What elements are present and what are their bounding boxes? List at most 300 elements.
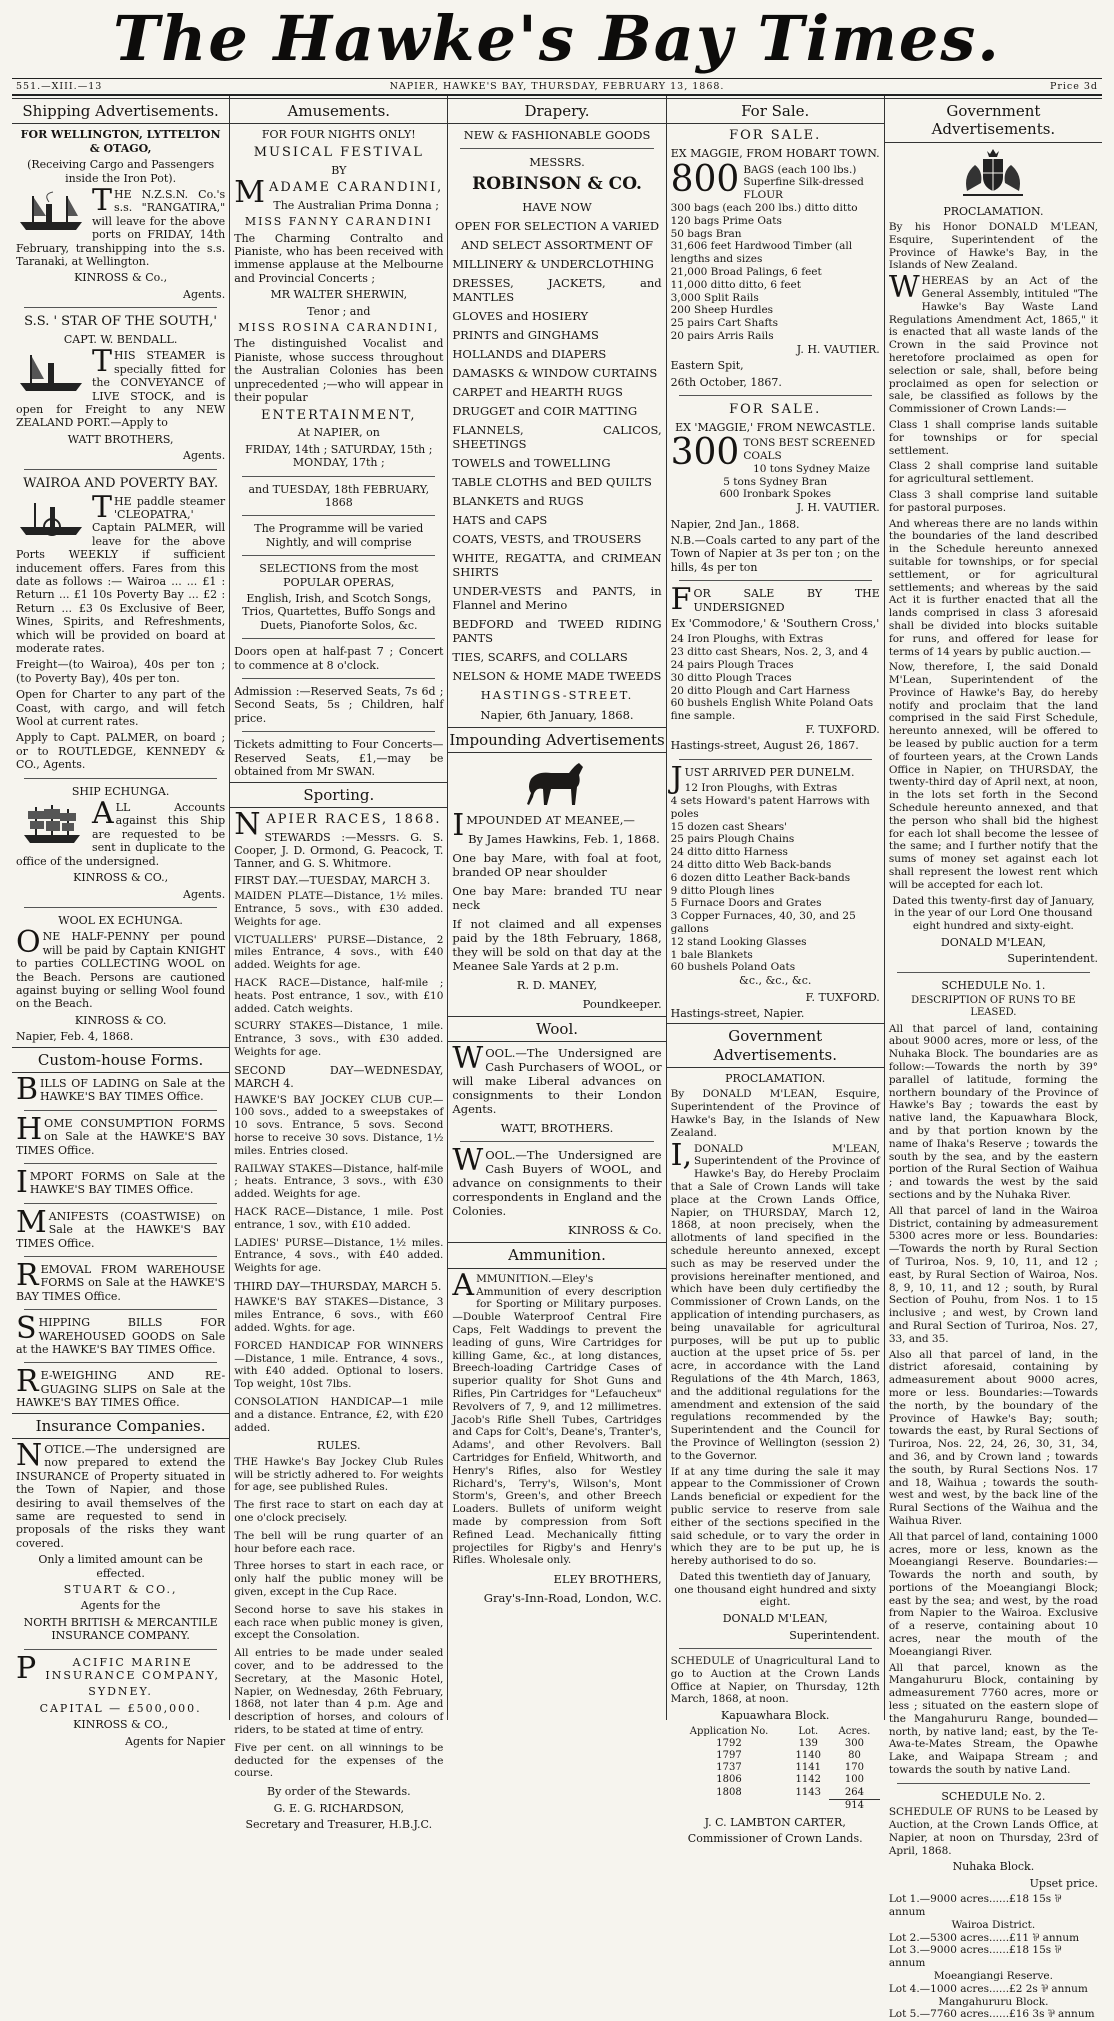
performer-name: MADAME CARANDINI, bbox=[234, 174, 444, 210]
ad-signature: J. H. VAUTIER. bbox=[796, 501, 880, 515]
section-heading: Custom-house Forms. bbox=[12, 1047, 229, 1073]
ad-text: One bay Mare: branded TU near neck bbox=[452, 883, 662, 912]
table-header: Application No. bbox=[689, 1725, 769, 1737]
schedule-title: SCHEDULE No. 2. bbox=[941, 1789, 1046, 1803]
ad-title: NAPIER RACES, 1868. bbox=[234, 806, 442, 842]
goods-line: TABLE CLOTHS and BED QUILTS bbox=[452, 475, 652, 490]
form-ad: RE-WEIGHING AND RE-GUAGING SLIPS on Sale at the HAWKE'S BAY TIMES Office. bbox=[16, 1364, 226, 1410]
ad-text: Dated this twenty-first day of January, in the year of our Lord One thousand eight hundred and sixty-eight. bbox=[892, 894, 1095, 933]
race-item: HAWKE'S BAY STAKES—Distance, 3 miles Entrance, 6 sovs., with £60 added. Wghts. for age. bbox=[234, 1296, 444, 1335]
dateline-bar bbox=[12, 78, 1102, 96]
section-heading: Insurance Companies. bbox=[12, 1413, 229, 1439]
goods-line: 600 Ironbark Spokes bbox=[719, 488, 831, 501]
rule-item: The bell will be rung quarter of an hour before each race. bbox=[234, 1529, 444, 1555]
ad-signature: WATT BROTHERS, bbox=[67, 432, 174, 446]
goods-list bbox=[671, 782, 880, 974]
goods-line: TIES, SCARFS, and COLLARS bbox=[452, 650, 628, 665]
ad-text: Admission :—Reserved Seats, 7s 6d ; Second Seats, 5s ; Children, half price. bbox=[234, 685, 444, 725]
ad-text: By DONALD M'LEAN, Esquire, Superintendent of the Province of Hawke's Bay, in the Islands of New Zealand. bbox=[670, 1088, 880, 1139]
ad-signature: KINROSS & CO. bbox=[74, 1013, 167, 1027]
table-cell: 300 bbox=[844, 1737, 864, 1749]
ad-signature: WATT, BROTHERS. bbox=[500, 1121, 614, 1136]
divider bbox=[242, 555, 435, 556]
ad-text: By James Hawkins, Feb. 1, 1868. bbox=[468, 831, 660, 846]
ad-subtitle: CAPT. W. BENDALL. bbox=[63, 333, 178, 347]
goods-line: 15 dozen cast Shears' bbox=[670, 820, 788, 833]
section-heading: Shipping Advertisements. bbox=[12, 98, 229, 124]
goods-line: 12 stand Looking Glasses bbox=[670, 935, 807, 948]
schedule-item: SCHEDULE OF RUNS to be Leased by Auction, at the Crown Lands Office, at Napier, at noon on Thursday, 23rd of April, 1868. bbox=[888, 1806, 1099, 1857]
ad-signature-company: NORTH BRITISH & MERCANTILE INSURANCE COMPANY. bbox=[23, 1615, 218, 1643]
race-item: CONSOLATION HANDICAP—1 mile and a distance. Entrance, £2, with £20 added. bbox=[234, 1396, 444, 1434]
ad-signature-role: Poundkeeper. bbox=[582, 996, 662, 1011]
goods-line: MILLINERY & UNDERCLOTHING bbox=[452, 257, 654, 272]
goods-line: 50 bags Bran bbox=[670, 227, 742, 240]
divider bbox=[242, 476, 435, 477]
ad-title: ENTERTAINMENT, bbox=[261, 407, 417, 423]
goods-line: 300 bags (each 200 lbs.) ditto ditto bbox=[670, 201, 858, 214]
goods-line: BEDFORD and TWEED RIDING PANTS bbox=[452, 617, 662, 646]
divider bbox=[24, 1649, 217, 1650]
divider bbox=[242, 515, 435, 516]
goods-line: CARPET and HEARTH RUGS bbox=[452, 385, 623, 400]
performer-name: MR WALTER SHERWIN, bbox=[270, 288, 408, 302]
goods-line: UNDER-VESTS and PANTS, in Flannel and Merino bbox=[452, 584, 662, 613]
ad-capital: CAPITAL — £500,000. bbox=[39, 1701, 202, 1715]
ad-text: STEWARDS :—Messrs. G. S. Cooper, J. D. Ormond, G. Peacock, T. Tanner, and G. S. Whitmore. bbox=[234, 830, 444, 871]
schedule-item: All that parcel of land, containing about 9000 acres, more or less, of the Nuhaka Block. The boundaries are as follow:—Towards the north by 39° parallel of latitude, forming the northern boundary of the Province of Hawke's Bay ; towards the east by native land, the Kapuawhara Block, and by that portion known by the name of Ihaka's Reserve ; towards the south by the sea, and by the eastern portion of the Rural Section of Waihua ; and towards the west by the said sections and by the Nuhaka River. bbox=[888, 1022, 1099, 1201]
performer-desc: The Australian Prima Donna ; bbox=[273, 198, 439, 212]
column-label: Upset price. bbox=[1029, 1876, 1099, 1890]
table-row bbox=[671, 1774, 880, 1786]
ad-text: AMMUNITION.—Eley's Ammunition of every description for Sporting or Military purposes.—Double Waterproof Central Fire Caps, Felt Waddings to prevent the leading of guns, Wire Cartridges for killing Game, &c., at long distances, Breech-loading Cartridge Cases of superior quality for Shot Guns and Rifles, Pin Cartridges for "Lefaucheux" Revolvers of 7, 9, and 12 millimetres. Jacob's Rifle Shell Tubes, Cartridges and Caps for Colt's, Deane's, Tranter's, Adams', and other Revolvers. Ball Cartridges for Enfield, Whitworth, and Henry's Rifles, also for Westley Richard's, Terry's, Wilson's, Mont Storm's, Green's, and other Breech Loaders. Bullets of uniform weight made by compression from Soft Refined Lead. Mechanically fitting projectiles for Rigby's and Henry's Rifles. Wholesale only. bbox=[452, 1267, 662, 1567]
ad-subtitle: (Receiving Cargo and Passengers inside the Iron Pot). bbox=[27, 158, 215, 185]
ad-text: Class 1 shall comprise lands suitable for townships or for special settlement. bbox=[888, 418, 1099, 457]
goods-line: 12 Iron Ploughs, with Extras bbox=[684, 782, 838, 795]
ad-text: English, Irish, and Scotch Songs, Trios, Quartettes, Buffo Songs and Duets, Pianoforte Solos, &c. bbox=[242, 592, 436, 632]
goods-line: BLANKETS and RUGS bbox=[452, 494, 584, 509]
ad-signature-role: Superintendent. bbox=[789, 1628, 880, 1642]
divider bbox=[460, 1141, 653, 1142]
goods-line: HATS and CAPS bbox=[452, 513, 548, 528]
table-cell: 1806 bbox=[716, 1774, 742, 1786]
table-cell: 264 bbox=[844, 1786, 864, 1798]
goods-line: 1 bale Blankets bbox=[670, 948, 753, 961]
race-item: HAWKE'S BAY JOCKEY CLUB CUP.—100 sovs., added to a sweepstakes of 10 sovs. Entrance, 5 sovs. Second horse to receive 30 sovs. Distance, 1½ miles. Entries closed. bbox=[234, 1093, 444, 1157]
goods-line: 120 bags Prime Oats bbox=[670, 214, 782, 227]
ad-signature-role: Agents. bbox=[183, 887, 226, 901]
ad-title: NEW & FASHIONABLE GOODS bbox=[463, 128, 651, 143]
ad-text: WOOL.—The Undersigned are Cash Purchasers of WOOL, or will make Liberal advances on consignments to their London Agents. bbox=[452, 1041, 662, 1117]
divider bbox=[24, 907, 217, 908]
goods-list bbox=[670, 158, 880, 343]
ad-text: Now, therefore, I, the said Donald M'Lean, Superintendent of the Province of Hawke's Bay, do hereby notify and proclaim that the land comprised in the said First Schedule, hereunto annexed, will be offered to be leased by public auction for a term of fourteen years, at the Crown Lands Office in Napier, on THURSDAY, the twenty-third day of April next, at noon, in the lots set forth in the Second Schedule hereunto annexed, and that the person who shall bid the highest for each lot shall become the lessee of the same; and I further notify that the sums of money set against each lot shall represent the lowest rent which will be accepted for each lot. bbox=[888, 661, 1099, 891]
rules-heading: RULES. bbox=[317, 1439, 361, 1453]
table-total: 914 bbox=[829, 1799, 880, 1812]
goods-list bbox=[670, 432, 880, 501]
ad-place: Eastern Spit, bbox=[670, 359, 744, 373]
divider bbox=[24, 1256, 217, 1257]
divider bbox=[679, 759, 872, 760]
ad-signature: J. H. VAUTIER. bbox=[796, 342, 880, 356]
ad-signature-role: Superintendent. bbox=[1007, 952, 1099, 966]
table-header-row bbox=[671, 1726, 880, 1738]
land-table bbox=[671, 1726, 880, 1812]
ad-text: NOTICE.—The undersigned are now prepared to extend the INSURANCE of Property situated in the Town of Napier, and those desiring to avail themselves of the same are requested to send in proposals of the risks they want covered. bbox=[16, 1437, 226, 1550]
column-for-sale bbox=[667, 96, 885, 1846]
divider bbox=[679, 580, 872, 581]
horse-icon bbox=[517, 757, 597, 811]
block-name: Kapuawhara Block. bbox=[721, 1709, 830, 1723]
table-cell: 80 bbox=[848, 1750, 861, 1762]
table-cell: 1797 bbox=[716, 1750, 742, 1762]
goods-line: HOLLANDS and DIAPERS bbox=[452, 347, 607, 362]
ad-date: Napier, 6th January, 1868. bbox=[480, 707, 634, 722]
column-government bbox=[885, 96, 1102, 2021]
goods-line: 23 ditto cast Shears, Nos. 2, 3, and 4 bbox=[670, 646, 869, 659]
section-heading: Sporting. bbox=[230, 782, 447, 808]
paddle-steamer-icon bbox=[16, 497, 88, 541]
table-header: Acres. bbox=[838, 1725, 871, 1737]
divider bbox=[679, 1648, 872, 1649]
goods-line: 3,000 Split Rails bbox=[670, 291, 759, 304]
column-amusements bbox=[230, 96, 448, 1831]
ad-signature: STUART & CO., bbox=[63, 1582, 178, 1596]
goods-line: 60 bushels Poland Oats bbox=[670, 961, 796, 974]
ad-signature-role: Agents for Napier bbox=[125, 1734, 226, 1748]
goods-line: TOWELS and TOWELLING bbox=[452, 456, 611, 471]
goods-line: PRINTS and GINGHAMS bbox=[452, 328, 599, 343]
race-item: VICTUALLERS' PURSE—Distance, 2 miles Entrance, 4 sovs., with £40 added. Weights for age. bbox=[234, 933, 444, 972]
street-name: HASTINGS-STREET. bbox=[480, 688, 634, 703]
ad-subtitle: SYDNEY. bbox=[88, 1685, 153, 1699]
ad-signature: KINROSS & Co., bbox=[74, 271, 168, 285]
ad-text: I,DONALD M'LEAN, Superintendent of the Province of Hawke's Bay, do Hereby Proclaim that a Sale of Crown Lands will take place at the Crown Lands Office, Napier, on THURSDAY, March 12, 1868, at noon precisely, when the allotments of land specified in the schedule hereunto annexed, except such as may be reserved under the provisions hereinafter mentioned, and which have been duly certifiedby the Commissioner of Crown Lands, on the application of intending purchasers, as being unavailable for agricultural purposes, will be put up to public auction at the upset price of 5s. per acre, in accordance with the Land Regulations of the 4th March, 1863, and the additional regulations for the amendment and extension of the said regulations recommended by the Superintendent and the Council for the Province of Wellington (session 2) to the Governor. bbox=[670, 1137, 880, 1462]
ad-title: FOR SALE. bbox=[729, 401, 822, 417]
goods-line: 5 tons Sydney Bran bbox=[723, 475, 828, 488]
rule-item: Five per cent. on all winnings to be deducted for the expenses of the course. bbox=[234, 1741, 444, 1780]
section-heading: Ammunition. bbox=[448, 1242, 665, 1268]
table-row bbox=[671, 1750, 880, 1762]
ad-text: By his Honor DONALD M'LEAN, Esquire, Superintendent of the Province of Hawke's Bay, in the Islands of New Zealand. bbox=[888, 221, 1099, 272]
firm-name: ROBINSON & CO. bbox=[472, 174, 642, 195]
ad-text: SCHEDULE of Unagricultural Land to go to Auction at the Crown Lands Office at Napier, on Thursday, 12th March, 1868, at noon. bbox=[670, 1655, 880, 1706]
goods-line: BAGS (each 100 lbs.) Superfine Silk-dressed FLOUR bbox=[743, 163, 864, 202]
goods-line: 5 Furnace Doors and Grates bbox=[670, 897, 822, 910]
schedule-item: All that parcel of land, containing 1000 acres, more or less, known as the Moeangiangi Reserve. Boundaries:—Towards the north and south, by portions of the Moeangiangi Block; east by the sea; and west, by the road from Napier to the Wairoa. Exclusive of a reserve, containing about 10 acres, near the mouth of the Moeangiangi River. bbox=[888, 1530, 1099, 1658]
ad-signature: J. C. LAMBTON CARTER, bbox=[704, 1816, 846, 1829]
ad-signature: KINROSS & Co. bbox=[568, 1223, 662, 1238]
ad-title: IMPOUNDED AT MEANEE,— bbox=[452, 807, 635, 843]
ad-text: BY bbox=[331, 163, 347, 177]
section-heading: Wool. bbox=[448, 1016, 665, 1042]
ad-text: And whereas there are no lands within the boundaries of the land described in the Schedule hereunto annexed suitable for townships, or for special settlement, or for agricultural settlements; and whereas by the said Act it is further enacted that all the lands comprised in class 3 aforesaid shall be divided into blocks suitable for runs, and offered for lease for terms of 14 years by public auction.— bbox=[888, 517, 1099, 658]
goods-line: DRUGGET and COIR MATTING bbox=[452, 404, 638, 419]
ad-title: WOOL EX ECHUNGA. bbox=[58, 913, 183, 927]
section-heading: Impounding Advertisements bbox=[448, 727, 665, 753]
section-heading: For Sale. bbox=[667, 98, 884, 124]
ad-text: HAVE NOW bbox=[522, 200, 592, 215]
ad-text: ONE HALF-PENNY per pound will be paid by Captain KNIGHT to parties COLLECTING WOOL on the Beach. Persons are cautioned against buying or selling Wool found on the Beach. bbox=[16, 925, 226, 1011]
ad-signature-role: Commissioner of Crown Lands. bbox=[687, 1832, 863, 1846]
ad-text: OPEN FOR SELECTION A VARIED bbox=[454, 219, 660, 234]
goods-line: GLOVES and HOSIERY bbox=[452, 309, 589, 324]
ad-title: PROCLAMATION. bbox=[725, 1072, 826, 1085]
race-item: FORCED HANDICAP FOR WINNERS—Distance, 1 mile. Entrance, 4 sovs., with £40 added. Optional to losers. Top weight, 10st 7lbs. bbox=[234, 1339, 444, 1391]
table-cell: 1737 bbox=[716, 1762, 742, 1774]
goods-line: 25 pairs Plough Chains bbox=[670, 833, 795, 846]
ad-title: JUST ARRIVED PER DUNELM. bbox=[670, 760, 855, 796]
ad-date: 26th October, 1867. bbox=[670, 375, 782, 389]
ad-text: SELECTIONS from the most POPULAR OPERAS, bbox=[259, 562, 419, 589]
ad-text: &c., &c., &c. bbox=[739, 974, 812, 988]
dateline: NAPIER, HAWKE'S BAY, THURSDAY, FEBRUARY 13, 1868. bbox=[389, 81, 725, 92]
goods-line: 24 ditto ditto Harness bbox=[670, 846, 788, 859]
ad-title: WAIROA AND POVERTY BAY. bbox=[23, 475, 219, 491]
ad-text: THE N.Z.S.N. Co.'s s.s. "RANGATIRA," will leave for the above ports on FRIDAY, 14th February, transhipping into the s.s. Taranaki, at Wellington. bbox=[16, 182, 226, 268]
ad-signature: DONALD M'LEAN, bbox=[940, 936, 1046, 950]
ad-title: S.S. ' STAR OF THE SOUTH,' bbox=[24, 314, 218, 330]
table-cell: 1141 bbox=[795, 1762, 821, 1774]
schedule-subtitle: DESCRIPTION OF RUNS TO BE LEASED. bbox=[911, 995, 1076, 1019]
schedule-item: Also all that parcel of land, in the district aforesaid, containing by admeasurement about 9000 acres, more or less. Boundaries:—Towards the north, by the boundary of the Province of Hawke's Bay; south; towards the east, by Rural Sections of Turiroa, Nos. 22, 24, 26, 30, 31, 34, and 36, and by Crown land ; towards the south, by Rural Sections Nos. 17 and 18, Waihua ; towards the south-west and west, by the back line of the Rural Sections of the Waihua and the Waihua River. bbox=[888, 1348, 1099, 1527]
ad-dates: FRIDAY, 14th ; SATURDAY, 15th ; MONDAY, 17th ; bbox=[245, 442, 433, 470]
column-shipping bbox=[12, 96, 230, 1748]
quantity-figure: 300 bbox=[670, 432, 740, 474]
table-cell: 1808 bbox=[716, 1786, 742, 1798]
ad-signature: F. TUXFORD. bbox=[805, 723, 880, 737]
form-ad: SHIPPING BILLS FOR WAREHOUSED GOODS on Sale at the HAWKE'S BAY TIMES Office. bbox=[16, 1311, 226, 1356]
race-item: LADIES' PURSE—Distance, 1½ miles. Entrance, 4 sovs., with £40 added. Weights for age. bbox=[234, 1236, 444, 1275]
ad-text: Dated this twentieth day of January, one thousand eight hundred and sixty eight. bbox=[674, 1570, 877, 1609]
ad-text: By order of the Stewards. bbox=[267, 1785, 411, 1799]
divider bbox=[242, 731, 435, 732]
performer-desc: Tenor ; and bbox=[307, 304, 371, 318]
ad-title: PROCLAMATION. bbox=[943, 204, 1044, 218]
sailing-ship-icon bbox=[16, 803, 88, 847]
goods-line: 31,606 feet Hardwood Timber (all lengths and sizes bbox=[670, 240, 853, 266]
goods-line: 24 ditto ditto Web Back-bands bbox=[670, 859, 832, 872]
race-item: SCURRY STAKES—Distance, 1 mile. Entrance, 3 sovs., with £30 added. Weights for age. bbox=[234, 1020, 444, 1059]
table-cell: 1140 bbox=[795, 1750, 821, 1762]
column-drapery bbox=[448, 96, 666, 1720]
divider bbox=[24, 469, 217, 470]
table-cell: 1142 bbox=[795, 1774, 821, 1786]
goods-line: 24 pairs Plough Traces bbox=[670, 659, 794, 672]
divider bbox=[24, 1362, 217, 1363]
goods-line: NELSON & HOME MADE TWEEDS bbox=[452, 669, 662, 684]
goods-line: FLANNELS, CALICOS, SHEETINGS bbox=[452, 423, 662, 452]
performer-name: MISS ROSINA CARANDINI, bbox=[238, 321, 440, 335]
ad-text: WOOL.—The Undersigned are Cash Buyers of WOOL, and advance on consignments to their correspondents in England and the Colonies. bbox=[452, 1143, 662, 1219]
masthead: The Hawke's Bay Times. bbox=[113, 2, 1001, 75]
goods-line: 10 tons Sydney Maize bbox=[753, 462, 871, 475]
divider bbox=[897, 972, 1090, 973]
lot-district: Wairoa District. bbox=[951, 1918, 1036, 1931]
ad-signature: ELEY BROTHERS, bbox=[553, 1572, 662, 1587]
ad-text: Class 3 shall comprise land suitable for pastoral purposes. bbox=[888, 488, 1099, 514]
table-row bbox=[671, 1738, 880, 1750]
table-row bbox=[671, 1787, 880, 1800]
goods-list bbox=[671, 633, 880, 723]
ad-text: The Programme will be varied Nightly, and will comprise bbox=[254, 522, 424, 549]
steamship-icon bbox=[16, 190, 88, 234]
ad-text: If at any time during the sale it may appear to the Commissioner of Crown Lands beneficial or expedient for the public service to reserve from sale either of the sections specified in the said schedule, or to vary the order in which they are to be put up, he is hereby authorised to do so. bbox=[670, 1465, 880, 1568]
ad-title: FOR SALE. bbox=[729, 128, 822, 144]
issue-number: 551.—XIII.—13 bbox=[16, 81, 103, 92]
divider bbox=[679, 395, 872, 396]
ad-text: MESSRS. bbox=[529, 155, 585, 170]
schedule-item: All that parcel of land in the Wairoa District, containing by admeasurement 5300 acres more or less. Boundaries:—Towards the north by Rural Section of Turiroa, Nos. 9, 10, 11, and 12 ; east, by Rural Section of Wairoa, Nos. 8, 9, 10, 11, and 12 ; south, by Rural Section of Pouhu, from Nos. 1 to 15 inclusive ; and west, by Crown land and Rural Section of Turiroa, Nos. 27, 33, and 35. bbox=[888, 1204, 1099, 1345]
performer-desc: The Charming Contralto and Pianiste, who has been received with immense applause at the Melbourne and Provincial Concerts ; bbox=[234, 231, 444, 285]
table-cell: 139 bbox=[798, 1737, 818, 1749]
table-row bbox=[671, 1762, 880, 1774]
table-cell: 170 bbox=[844, 1762, 864, 1774]
ad-text: Only a limited amount can be effected. bbox=[38, 1553, 203, 1580]
lot-district: Moeangiangi Reserve. bbox=[933, 1970, 1053, 1983]
divider bbox=[242, 678, 435, 679]
ad-text: Open for Charter to any part of the Coast, with cargo, and will fetch Wool at current rates. bbox=[16, 688, 226, 729]
goods-line: 60 bushels English White Poland Oats fine sample. bbox=[670, 697, 874, 723]
lot-list bbox=[889, 1893, 1098, 2021]
race-item: RAILWAY STAKES—Distance, half-mile ; heats. Entrance, 3 sovs., with £30 added. Weights for age. bbox=[234, 1162, 444, 1201]
lot-line: Lot 2.—5300 acres......£11 ⅌ annum bbox=[888, 1931, 1080, 1944]
section-heading: Amusements. bbox=[230, 98, 447, 124]
goods-line: 11,000 ditto ditto, 6 feet bbox=[670, 278, 801, 291]
section-heading: Government Advertisements. bbox=[667, 1023, 884, 1068]
goods-line: 4 sets Howard's patent Harrows with poles bbox=[670, 795, 870, 820]
ad-title: FOR SALE BY THE UNDERSIGNED bbox=[670, 582, 880, 618]
divider bbox=[897, 1783, 1090, 1784]
ad-signature: DONALD M'LEAN, bbox=[722, 1612, 828, 1626]
ad-text: THE paddle steamer 'CLEOPATRA,' Captain PALMER, will leave for the above Ports WEEKLY if sufficient inducement offers. Fares from this date as follows :— Wairoa ... ... £1 : Return ... £1 10s Poverty Bay ... £2 : Return ... £3 0s Exclusive of Beer, Wines, Spirits, and Refreshments, which will be provided on board at moderate rates. bbox=[16, 489, 226, 656]
goods-line: 9 ditto Plough lines bbox=[670, 884, 775, 897]
ad-date: Napier, Feb. 4, 1868. bbox=[16, 1030, 134, 1044]
race-item: MAIDEN PLATE—Distance, 1½ miles. Entrance, 5 sovs., with £30 added. Weights for age. bbox=[234, 890, 444, 928]
goods-line: WHITE, REGATTA, and CRIMEAN SHIRTS bbox=[452, 551, 662, 580]
goods-line: 3 Copper Furnaces, 40, 30, and 25 gallons bbox=[670, 910, 856, 935]
table-cell: 100 bbox=[844, 1774, 864, 1786]
performer-desc: The distinguished Vocalist and Pianiste, whose success throughout the Australian Colonies has been unprecedented ;—who will appear in their popular bbox=[234, 337, 444, 405]
lot-line: Lot 3.—9000 acres......£18 15s ⅌ annum bbox=[888, 1944, 1062, 1970]
table-total-row bbox=[671, 1799, 880, 1812]
performer-name: MISS FANNY CARANDINI bbox=[244, 215, 433, 229]
ad-title: SHIP ECHUNGA. bbox=[71, 784, 170, 798]
divider bbox=[242, 638, 435, 639]
goods-line: 20 ditto Plough and Cart Harness bbox=[670, 684, 850, 697]
lot-line: Lot 4.—1000 acres......£2 2s ⅌ annum bbox=[888, 1982, 1088, 1995]
table-header: Lot. bbox=[798, 1725, 819, 1737]
ad-signature: G. E. G. RICHARDSON, bbox=[273, 1801, 405, 1815]
divider bbox=[24, 1203, 217, 1204]
lot-district: Mangahururu Block. bbox=[938, 1995, 1049, 2008]
goods-line: DAMASKS & WINDOW CURTAINS bbox=[452, 366, 658, 381]
ad-note: N.B.—Coals carted to any part of the Town of Napier at 3s per ton ; on the hills, 4s per ton bbox=[670, 534, 880, 574]
ad-text: Freight—(to Wairoa), 40s per ton ; (to Poverty Bay), 40s per ton. bbox=[16, 658, 226, 685]
lot-line: Lot 5.—7760 acres......£16 3s ⅌ annum bbox=[888, 2008, 1095, 2021]
goods-line: COATS, VESTS, and TROUSERS bbox=[452, 532, 642, 547]
ad-signature-role: Secretary and Treasurer, H.B.J.C. bbox=[245, 1817, 433, 1831]
race-day: SECOND DAY—WEDNESDAY, MARCH 4. bbox=[234, 1063, 444, 1091]
section-heading: Drapery. bbox=[448, 98, 665, 124]
divider bbox=[24, 778, 217, 779]
ad-text: Doors open at half-past 7 ; Concert to commence at 8 o'clock. bbox=[234, 645, 444, 672]
ad-text: If not claimed and all expenses paid by the 18th February, 1868, they will be sold on that day at the Meanee Sale Yards at 2 p.m. bbox=[452, 916, 662, 973]
table-cell: 1143 bbox=[795, 1786, 821, 1798]
ad-text: Apply to Capt. PALMER, on board ; or to ROUTLEDGE, KENNEDY & CO., Agents. bbox=[16, 731, 226, 772]
goods-line: 25 pairs Cart Shafts bbox=[670, 317, 778, 330]
ad-subtitle: Ex 'Commodore,' & 'Southern Cross,' bbox=[671, 617, 880, 631]
goods-line: 20 pairs Arris Rails bbox=[670, 329, 774, 342]
race-item: HACK RACE—Distance, 1 mile. Post entrance, 1 sov., with £10 added. bbox=[234, 1206, 444, 1231]
ad-text: At NAPIER, on bbox=[297, 426, 380, 440]
ad-signature-role: Agents. bbox=[183, 449, 226, 463]
form-ad: HOME CONSUMPTION FORMS on Sale at the HAWKE'S BAY TIMES Office. bbox=[16, 1111, 226, 1157]
form-ad: IMPORT FORMS on Sale at the HAWKE'S BAY TIMES Office. bbox=[16, 1164, 226, 1200]
ad-signature: F. TUXFORD. bbox=[805, 990, 880, 1004]
lot-line: Lot 1.—9000 acres......£18 15s ⅌ annum bbox=[888, 1893, 1062, 1919]
ad-date: Hastings-street, August 26, 1867. bbox=[670, 739, 859, 753]
rule-item: All entries to be made under sealed cover, and to be addressed to the Secretary, at the Masonic Hotel, Napier, on Wednesday, 26th February, 1868, not later than 4 p.m. Age and description of horses, and colours of riders, to be stated at time of entry. bbox=[234, 1647, 444, 1736]
form-ad: MANIFESTS (COASTWISE) on Sale at the HAWKE'S BAY TIMES Office. bbox=[16, 1204, 226, 1250]
goods-line: 24 Iron Ploughs, with Extras bbox=[670, 633, 824, 646]
goods-line: DRESSES, JACKETS, and MANTLES bbox=[452, 276, 662, 305]
divider bbox=[24, 307, 217, 308]
ad-dates: and TUESDAY, 18th FEBRUARY, 1868 bbox=[248, 482, 430, 509]
ad-date: Napier, 2nd Jan., 1868. bbox=[670, 517, 800, 531]
goods-line: TONS BEST SCREENED COALS bbox=[743, 437, 876, 462]
goods-line: 30 ditto Plough Traces bbox=[670, 671, 792, 684]
goods-line: 200 Sheep Hurdles bbox=[670, 304, 774, 317]
race-item: HACK RACE—Distance, half-mile ; heats. Post entrance, 1 sov., with £10 added. Catch weights. bbox=[234, 977, 444, 1015]
divider bbox=[24, 1309, 217, 1310]
ad-signature-role: Agents for the bbox=[80, 1599, 161, 1613]
divider bbox=[460, 148, 653, 149]
ad-subtitle: EX MAGGIE, FROM HOBART TOWN. bbox=[670, 147, 880, 161]
ad-text: THIS STEAMER is specially fitted for the CONVEYANCE of LIVE STOCK, and is open for Freight to any NEW ZEALAND PORT.—Apply to bbox=[16, 344, 226, 430]
ad-place: Hastings-street, Napier. bbox=[670, 1007, 805, 1020]
ad-signature: KINROSS & CO., bbox=[73, 1718, 169, 1732]
ad-address: Gray's-Inn-Road, London, W.C. bbox=[483, 1591, 662, 1606]
ad-text: Class 2 shall comprise land suitable for agricultural settlement. bbox=[888, 460, 1099, 486]
ad-subtitle: EX 'MAGGIE,' FROM NEWCASTLE. bbox=[675, 420, 876, 434]
rule-item: The first race to start on each day at one o'clock precisely. bbox=[234, 1499, 444, 1524]
ad-title: FOR WELLINGTON, LYTTELTON & OTAGO, bbox=[20, 128, 221, 155]
ad-title: MUSICAL FESTIVAL bbox=[253, 144, 424, 160]
race-day: THIRD DAY—THURSDAY, MARCH 5. bbox=[234, 1280, 442, 1294]
divider bbox=[24, 1163, 217, 1164]
form-ad: BILLS OF LADING on Sale at the HAWKE'S BAY TIMES Office. bbox=[16, 1071, 226, 1107]
price: Price 3d bbox=[1049, 81, 1098, 92]
race-day: FIRST DAY.—TUESDAY, MARCH 3. bbox=[234, 873, 431, 887]
columns bbox=[12, 96, 1102, 2021]
ad-title: PACIFIC MARINE INSURANCE COMPANY, bbox=[16, 1650, 220, 1686]
ad-text: AND SELECT ASSORTMENT OF bbox=[460, 238, 654, 253]
form-ad: REMOVAL FROM WAREHOUSE FORMS on Sale at the HAWKE'S BAY TIMES Office. bbox=[16, 1257, 226, 1303]
ad-text: ALL Accounts against this Ship are requested to be sent in duplicate to the office of the undersigned. bbox=[16, 796, 226, 868]
schedule-item: All that parcel, known as the Mangahururu Block, containing by admeasurement 7760 acres, more or less ; situated on the eastern slope of the Mangahururu Range, bounded—north, by native land; east, by the Te-Awa-te-Mates Stream, the Opawhe Lake, and Waipapa Stream ; and towards the south by native Land. bbox=[888, 1661, 1099, 1777]
royal-coat-of-arms-icon bbox=[953, 147, 1033, 201]
ad-text: Tickets admitting to Four Concerts—Reserved Seats, £1,—may be obtained from Mr SWAN. bbox=[234, 738, 444, 779]
block-name: Nuhaka Block. bbox=[952, 1860, 1035, 1874]
rule-item: THE Hawke's Bay Jockey Club Rules will be strictly adhered to. For weights for age, see published Rules. bbox=[234, 1455, 444, 1494]
ad-text: One bay Mare, with foal at foot, branded OP near shoulder bbox=[452, 850, 662, 879]
divider bbox=[24, 1110, 217, 1111]
section-heading: Government Advertisements. bbox=[885, 98, 1102, 143]
rule-item: Second horse to save his stakes in each race when public money is given, except the Consolation. bbox=[234, 1603, 444, 1642]
quantity-figure: 800 bbox=[670, 158, 740, 200]
ad-signature: R. D. MANEY, bbox=[516, 977, 598, 992]
